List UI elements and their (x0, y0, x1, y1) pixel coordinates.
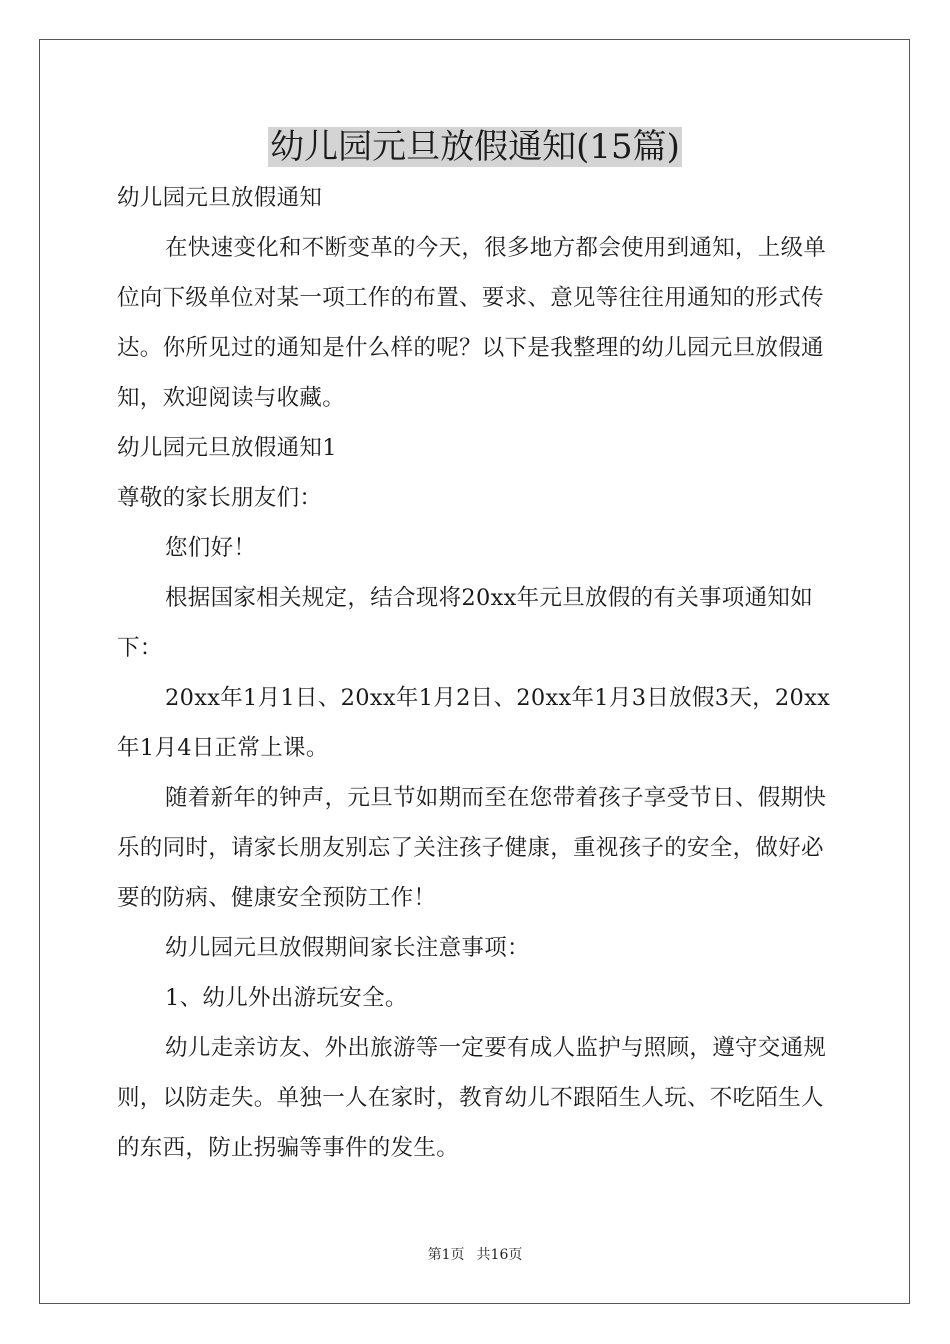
paragraph: 根据国家相关规定，结合现将20xx年元旦放假的有关事项通知如下： (117, 585, 814, 661)
paragraph: 幼儿走亲访友、外出旅游等一定要有成人监护与照顾，遵守交通规则，以防走失。单独一人在家时，教育幼儿不跟陌生人玩、不吃陌生人的东西，防止拐骗等事件的发生。 (117, 1035, 827, 1161)
page-footer (0, 1244, 950, 1264)
paragraph: 1、幼儿外出游玩安全。 (165, 985, 408, 1011)
document-title: 幼儿园元旦放假通知(15篇) (270, 127, 680, 167)
paragraph: 随着新年的钟声，元旦节如期而至在您带着孩子享受节日、假期快乐的同时，请家长朋友别忘了关注孩子健康，重视孩子的安全，做好必要的防病、健康安全预防工作！ (117, 785, 827, 911)
paragraph-heading: 幼儿园元旦放假通知1 (117, 435, 337, 461)
paragraph-salutation: 尊敬的家长朋友们： (117, 485, 323, 511)
paragraph: 在快速变化和不断变革的今天，很多地方都会使用到通知，上级单位向下级单位对某一项工作的布置、要求、意见等往往用通知的形式传达。你所见过的通知是什么样的呢？以下是我整理的幼儿园元旦放假通知，欢迎阅读与收藏。 (117, 235, 827, 411)
document-body (117, 173, 837, 1173)
paragraph: 20xx年1月1日、20xx年1月2日、20xx年1月3日放假3天，20xx年1月4日正常上课。 (117, 685, 831, 761)
page-total: 共16页 (476, 1247, 523, 1263)
paragraph-heading: 幼儿园元旦放假通知 (117, 185, 323, 211)
paragraph: 幼儿园元旦放假期间家长注意事项： (165, 935, 530, 961)
page-number: 第1页 (427, 1247, 465, 1263)
paragraph: 您们好！ (165, 535, 257, 561)
